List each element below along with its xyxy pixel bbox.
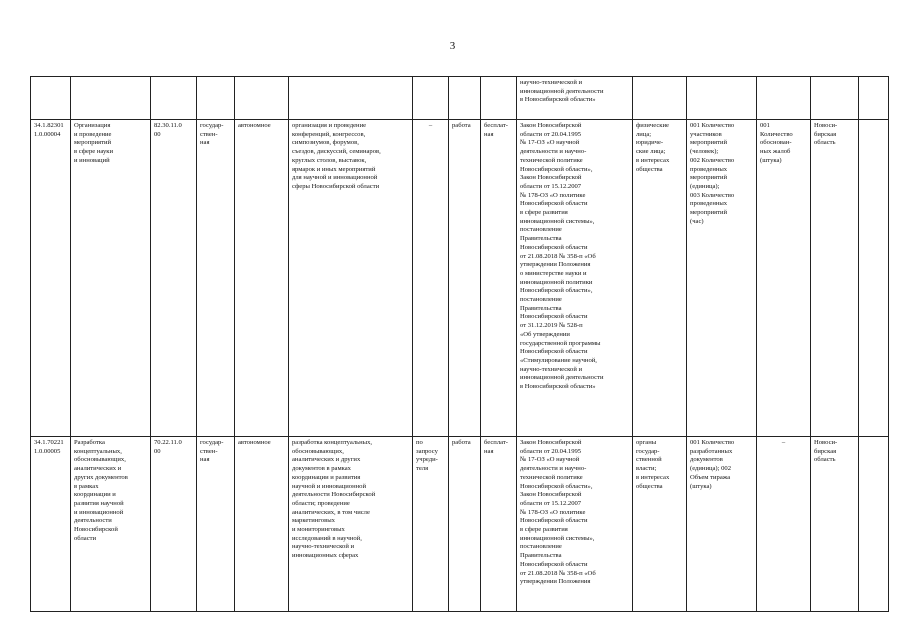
cell-conditions: по запросу учреди- теля <box>413 437 449 612</box>
table-row <box>31 77 889 120</box>
cell-consumers: органы государ- ственной власти; в интересах общества <box>633 437 687 612</box>
cell-payment: бесплат- ная <box>481 437 517 612</box>
cell-extra <box>859 437 889 612</box>
cell-kind: государ- ствен- ная <box>197 120 235 437</box>
cell-kind: государ- ствен- ная <box>197 437 235 612</box>
cell-conditions: – <box>413 120 449 437</box>
cell-okved: 70.22.11.0 00 <box>151 437 197 612</box>
cell-name <box>71 77 151 120</box>
cell-kind <box>197 77 235 120</box>
page-number: 3 <box>449 40 456 52</box>
services-register-table <box>30 76 889 612</box>
cell-payment <box>481 77 517 120</box>
cell-type: работа <box>449 120 481 437</box>
cell-territory: Новоси- бирская область <box>811 437 859 612</box>
cell-okved: 82.30.11.0 00 <box>151 120 197 437</box>
cell-content: разработка концептуальных, обосновывающих, аналитических и других документов в рамках координации и развития научной и инновационной деятельности Новосибирской области; проведение аналитических, в том числе маркетинговых и мониторинговых исследований в научной, научно-технической и инновационных сферах <box>289 437 413 612</box>
cell-content <box>289 77 413 120</box>
cell-name: Организация и проведение мероприятий в сфере науки и инноваций <box>71 120 151 437</box>
cell-conditions <box>413 77 449 120</box>
table-row <box>31 437 889 612</box>
cell-code <box>31 77 71 120</box>
cell-name: Разработка концептуальных, обосновывающих, аналитических и других документов в рамках координации и развития научной и инновационной деятельности Новосибирской области <box>71 437 151 612</box>
cell-type: работа <box>449 437 481 612</box>
cell-quality-indicators <box>757 77 811 120</box>
cell-payment: бесплат- ная <box>481 120 517 437</box>
cell-volume-indicators: 001 Количество участников мероприятий (человек); 002 Количество проведенных мероприятий (единица); 003 Количество проведенных мероприятий (час) <box>687 120 757 437</box>
cell-territory: Новоси- бирская область <box>811 120 859 437</box>
cell-okved <box>151 77 197 120</box>
cell-legal-basis: научно-технической и инновационной деятельности в Новосибирской области» <box>517 77 633 120</box>
cell-legal-basis: Закон Новосибирской области от 20.04.1995 № 17-ОЗ «О научной деятельности и научно- технической политике Новосибирской области», Закон Новосибирской области от 15.12.2007 № 178-ОЗ «О политике Новосибирской области в сфере развития инновационной системы», постановление Правительства Новосибирской области от 21.08.2018 № 358-п «Об утверждении Положения <box>517 437 633 612</box>
table-row <box>31 120 889 437</box>
cell-volume-indicators <box>687 77 757 120</box>
cell-institution: автономное <box>235 120 289 437</box>
cell-institution: автономное <box>235 437 289 612</box>
cell-content: организация и проведение конференций, конгрессов, симпозиумов, форумов, съездов, дискуссий, семинаров, круглых столов, выставок, ярмарок и иных мероприятий для научной и инновационной сферы Новосибирской области <box>289 120 413 437</box>
cell-code: 34.1.82301 1.0.00004 <box>31 120 71 437</box>
cell-territory <box>811 77 859 120</box>
cell-legal-basis: Закон Новосибирской области от 20.04.1995 № 17-ОЗ «О научной деятельности и научно- технической политике Новосибирской области», Закон Новосибирской области от 15.12.2007 № 178-ОЗ «О политике Новосибирской области в сфере развития инновационной системы», постановление Правительства Новосибирской области от 21.08.2018 № 358-п «Об утверждении Положения о министерстве науки и инновационной политики Новосибирской области», постановление Правительства Новосибирской области от 31.12.2019 № 528-п «Об утверждении государственной программы Новосибирской области «Стимулирование научной, научно-технической и инновационной деятельности в Новосибирской области» <box>517 120 633 437</box>
cell-extra <box>859 77 889 120</box>
cell-quality-indicators: – <box>757 437 811 612</box>
cell-institution <box>235 77 289 120</box>
cell-quality-indicators: 001 Количество обоснован- ных жалоб (штука) <box>757 120 811 437</box>
cell-consumers: физические лица; юридиче- ские лица; в интересах общества <box>633 120 687 437</box>
cell-code: 34.1.70221 1.0.00005 <box>31 437 71 612</box>
cell-volume-indicators: 001 Количество разработанных документов (единица); 002 Объем тиража (штука) <box>687 437 757 612</box>
cell-extra <box>859 120 889 437</box>
cell-type <box>449 77 481 120</box>
cell-consumers <box>633 77 687 120</box>
